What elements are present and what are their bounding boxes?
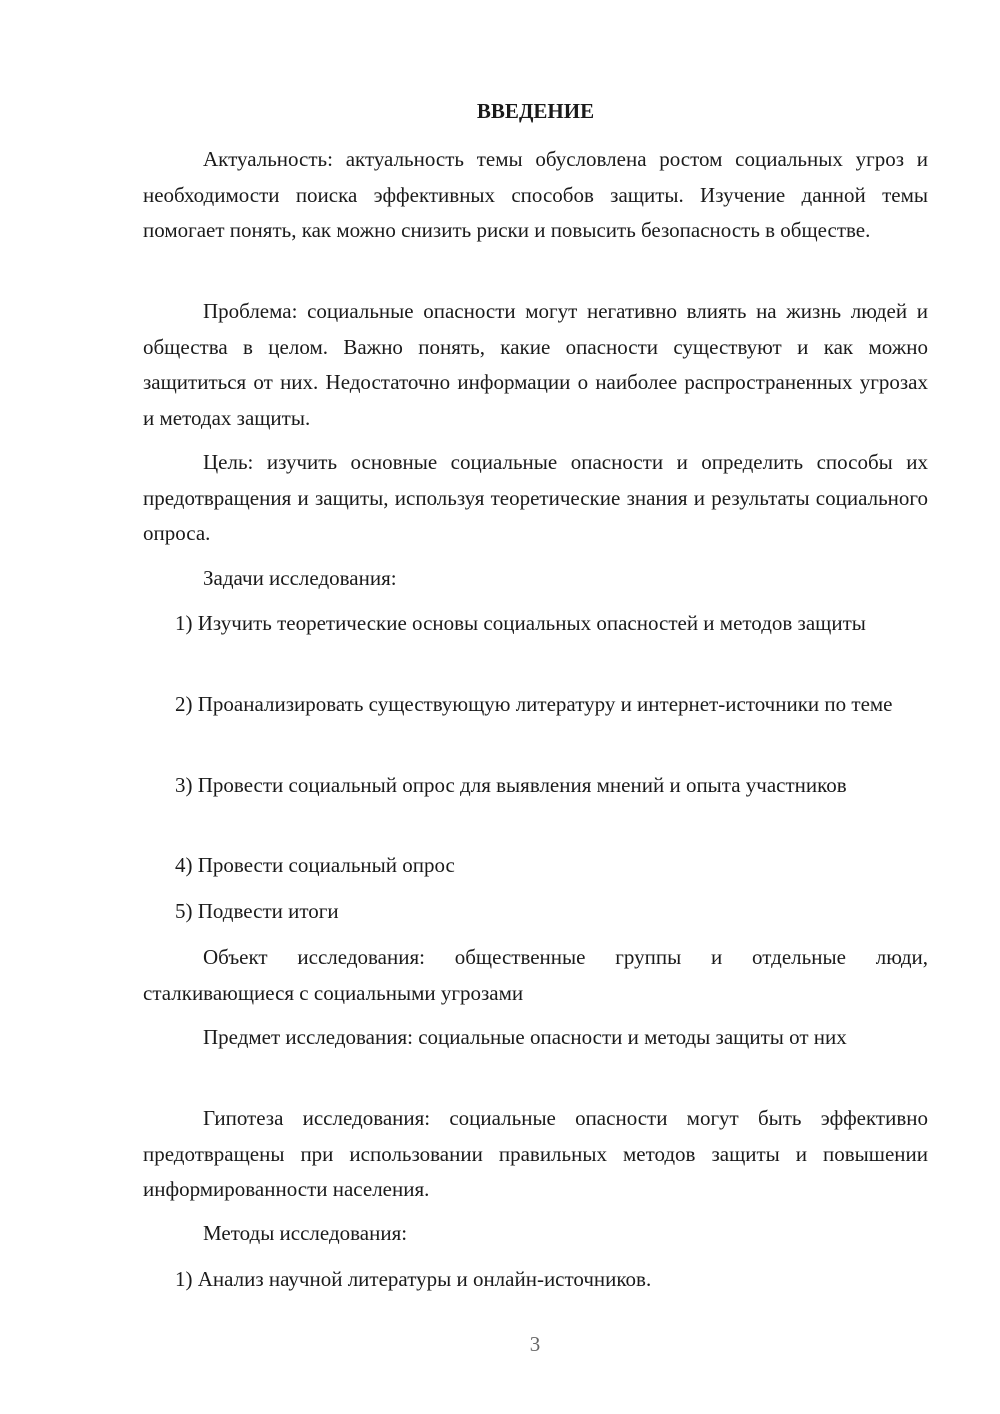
- paragraph-actuality: Актуальность: актуальность темы обусловлена ростом социальных угроз и необходимости поиска эффективных способов защиты. Изучение данной темы помогает понять, как можно снизить риски и повысить безопасность в обществе.: [143, 147, 928, 242]
- tasks-heading: Задачи исследования:: [203, 566, 397, 590]
- task-item-3: 3) Провести социальный опрос для выявления мнений и опыта участников: [175, 773, 847, 797]
- section-heading: ВВЕДЕНИЕ: [476, 99, 595, 123]
- paragraph-object: Объект исследования: общественные группы и отдельные люди, сталкивающиеся с социальными угрозами: [143, 945, 928, 1005]
- task-item-2: [143, 687, 928, 723]
- paragraph-subject: Предмет исследования: социальные опасности и методы защиты от них: [203, 1025, 847, 1049]
- task-item-1: 1) Изучить теоретические основы социальных опасностей и методов защиты: [175, 611, 866, 635]
- paragraph-goal: Цель: изучить основные социальные опасности и определить способы их предотвращения и защиты, используя теоретические знания и результаты социального опроса.: [143, 450, 928, 545]
- task-item-4: 4) Провести социальный опрос: [175, 853, 455, 877]
- page-number: 3: [529, 1332, 541, 1356]
- paragraph-hypothesis: Гипотеза исследования: социальные опасности могут быть эффективно предотвращены при использовании правильных методов защиты и повышении информированности населения.: [143, 1106, 928, 1201]
- task-item-2-text: 2) Проанализировать существующую литературу и интернет-источники по теме: [175, 692, 893, 716]
- methods-heading: Методы исследования:: [203, 1221, 408, 1245]
- method-item-1: 1) Анализ научной литературы и онлайн-источников.: [175, 1267, 652, 1291]
- paragraph-problem: Проблема: социальные опасности могут негативно влиять на жизнь людей и общества в целом. Важно понять, какие опасности существуют и как можно защититься от них. Недостаточно информации о наиболее распространенных угрозах и методах защиты.: [143, 299, 928, 430]
- task-item-5: 5) Подвести итоги: [175, 899, 339, 923]
